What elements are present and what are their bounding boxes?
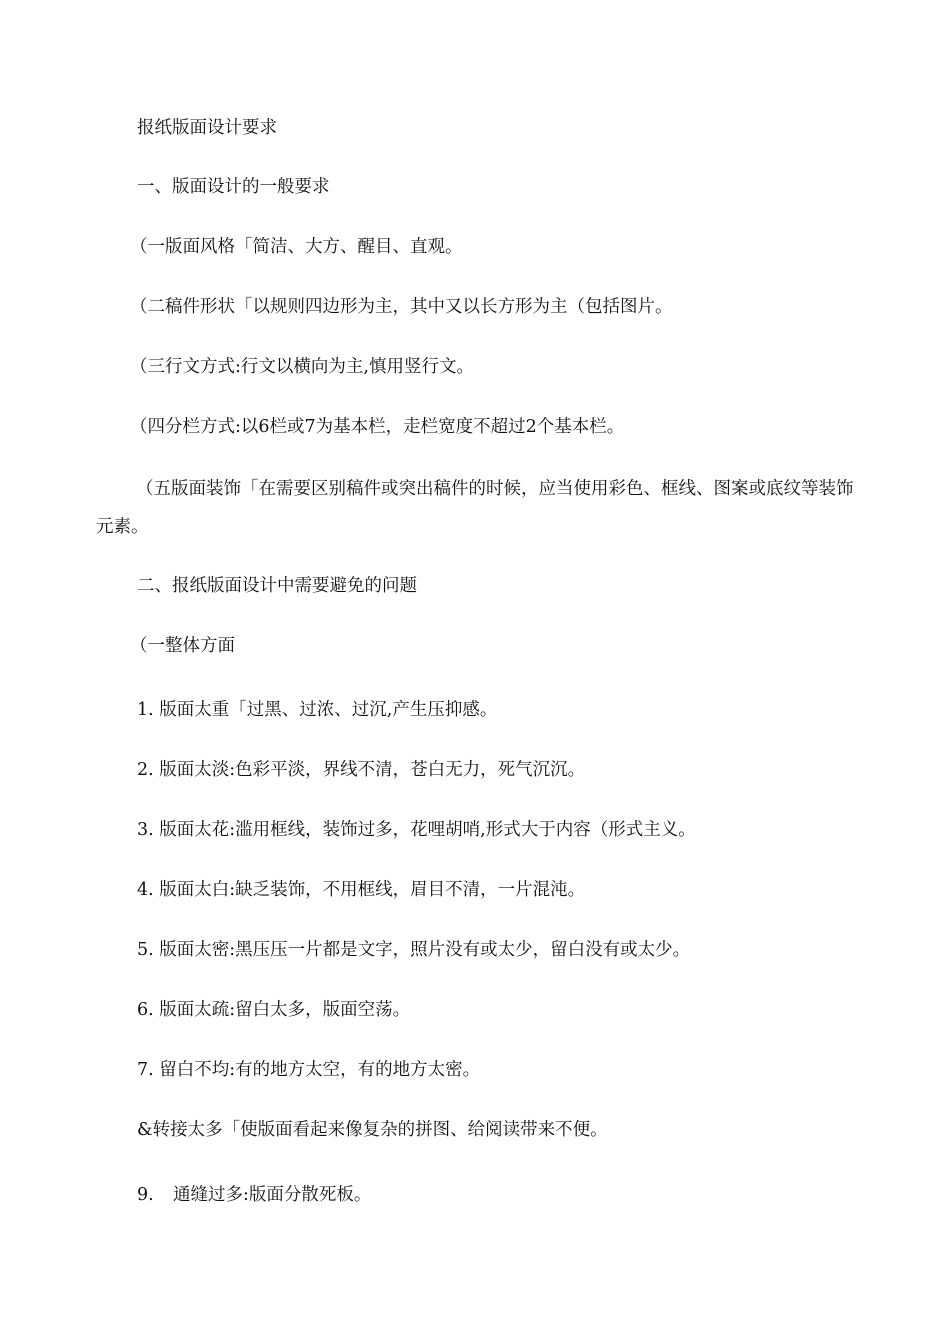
problem-item-5: 5. 版面太密:黑压压一片都是文字，照片没有或太少，留白没有或太少。	[137, 940, 691, 960]
requirement-item-shape: （二稿件形状「以规则四边形为主，其中又以长方形为主（包括图片。	[130, 297, 673, 317]
requirement-item-columns: （四分栏方式:以6栏或7为基本栏，走栏宽度不超过2个基本栏。	[130, 417, 625, 437]
problem-item-9-number: 9.	[137, 1185, 154, 1205]
problem-item-9	[137, 1183, 371, 1207]
problem-item-8: &转接太多「使版面看起来像复杂的拼图、给阅读带来不便。	[137, 1120, 608, 1140]
problem-item-1: 1. 版面太重「过黑、过浓、过沉,产生压抑感。	[137, 700, 498, 720]
section-heading-general-requirements: 一、版面设计的一般要求	[137, 177, 330, 197]
requirement-item-text-direction: （三行文方式:行文以横向为主,慎用竖行文。	[130, 357, 474, 377]
document-title: 报纸版面设计要求	[137, 118, 277, 138]
requirement-item-decoration: （五版面装饰「在需要区别稿件或突出稿件的时候，应当使用彩色、框线、图案或底纹等装饰元素。	[96, 479, 854, 537]
section-heading-problems: 二、报纸版面设计中需要避免的问题	[137, 576, 417, 596]
problem-item-3: 3. 版面太花:滥用框线，装饰过多，花哩胡哨,形式大于内容（形式主义。	[137, 820, 696, 840]
requirement-item-style: （一版面风格「简洁、大方、醒目、直观。	[130, 237, 463, 257]
problem-item-9-text: 通缝过多:版面分散死板。	[173, 1185, 372, 1205]
problem-item-6: 6. 版面太疏:留白太多，版面空荡。	[137, 1000, 411, 1020]
problem-item-2: 2. 版面太淡:色彩平淡，界线不清，苍白无力，死气沉沉。	[137, 760, 586, 780]
problem-item-7: 7. 留白不均:有的地方太空，有的地方太密。	[137, 1060, 481, 1080]
subheading-overall: （一整体方面	[130, 636, 235, 656]
problem-item-4: 4. 版面太白:缺乏装饰，不用框线，眉目不清，一片混沌。	[137, 880, 586, 900]
